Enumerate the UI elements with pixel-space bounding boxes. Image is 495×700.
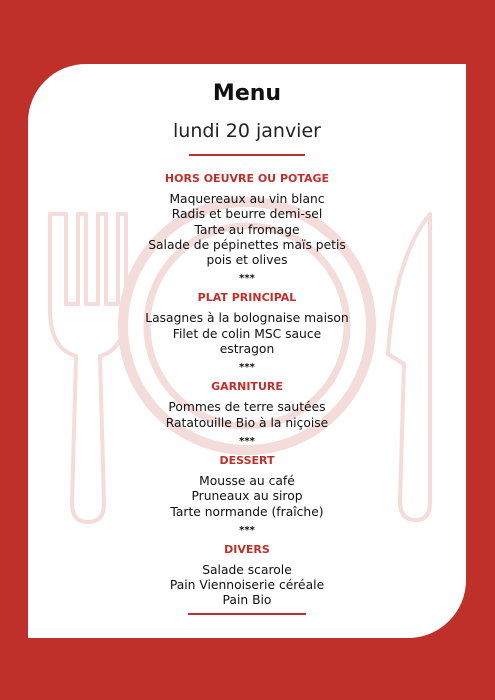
section-title: PLAT PRINCIPAL [197, 291, 297, 305]
menu-item: Salade de pépinettes maïs petis [148, 237, 346, 252]
menu-item: Salade scarole [202, 562, 292, 577]
menu-item: Pommes de terre sautées [168, 400, 326, 415]
section-title: DESSERT [219, 453, 275, 467]
section-items [28, 563, 466, 609]
section-title: GARNITURE [211, 380, 283, 394]
menu-title: Menu [212, 81, 282, 106]
section-title: HORS OEUVRE OU POTAGE [164, 172, 330, 185]
section-separator: *** [239, 273, 255, 285]
section-items [28, 192, 466, 268]
section-separator: *** [239, 524, 255, 536]
menu-date: lundi 20 janvier [173, 120, 321, 142]
menu-item: Lasagnes à la bolognaise maison [145, 311, 349, 326]
bottom-divider [188, 613, 306, 615]
menu-item: Ratatouille Bio à la niçoise [165, 415, 329, 430]
section-items [28, 400, 466, 431]
menu-item: pois et olives [206, 253, 288, 268]
section-hors-oeuvre [28, 172, 466, 285]
menu-item: Pain Bio [222, 593, 272, 608]
menu-content [28, 64, 466, 609]
section-items [28, 311, 466, 357]
section-title: DIVERS [224, 542, 270, 556]
section-dessert [28, 454, 466, 537]
section-items [28, 474, 466, 520]
section-separator: *** [239, 435, 255, 447]
menu-item: estragon [219, 342, 275, 357]
menu-item: Mousse au café [199, 473, 295, 488]
section-separator: *** [239, 362, 255, 374]
menu-item: Pain Viennoiserie céréale [169, 578, 325, 593]
menu-item: Maquereaux au vin blanc [169, 192, 325, 206]
menu-item: Tarte au fromage [194, 222, 300, 237]
section-divers [28, 543, 466, 609]
menu-item: Radis et beurre demi-sel [171, 207, 323, 222]
menu-item: Filet de colin MSC sauce [172, 326, 322, 341]
menu-item: Pruneaux au sirop [191, 489, 303, 504]
section-plat-principal [28, 291, 466, 374]
menu-item: Tarte normande (fraîche) [170, 504, 324, 519]
top-divider [189, 154, 305, 156]
menu-card [28, 64, 466, 638]
section-garniture [28, 380, 466, 448]
